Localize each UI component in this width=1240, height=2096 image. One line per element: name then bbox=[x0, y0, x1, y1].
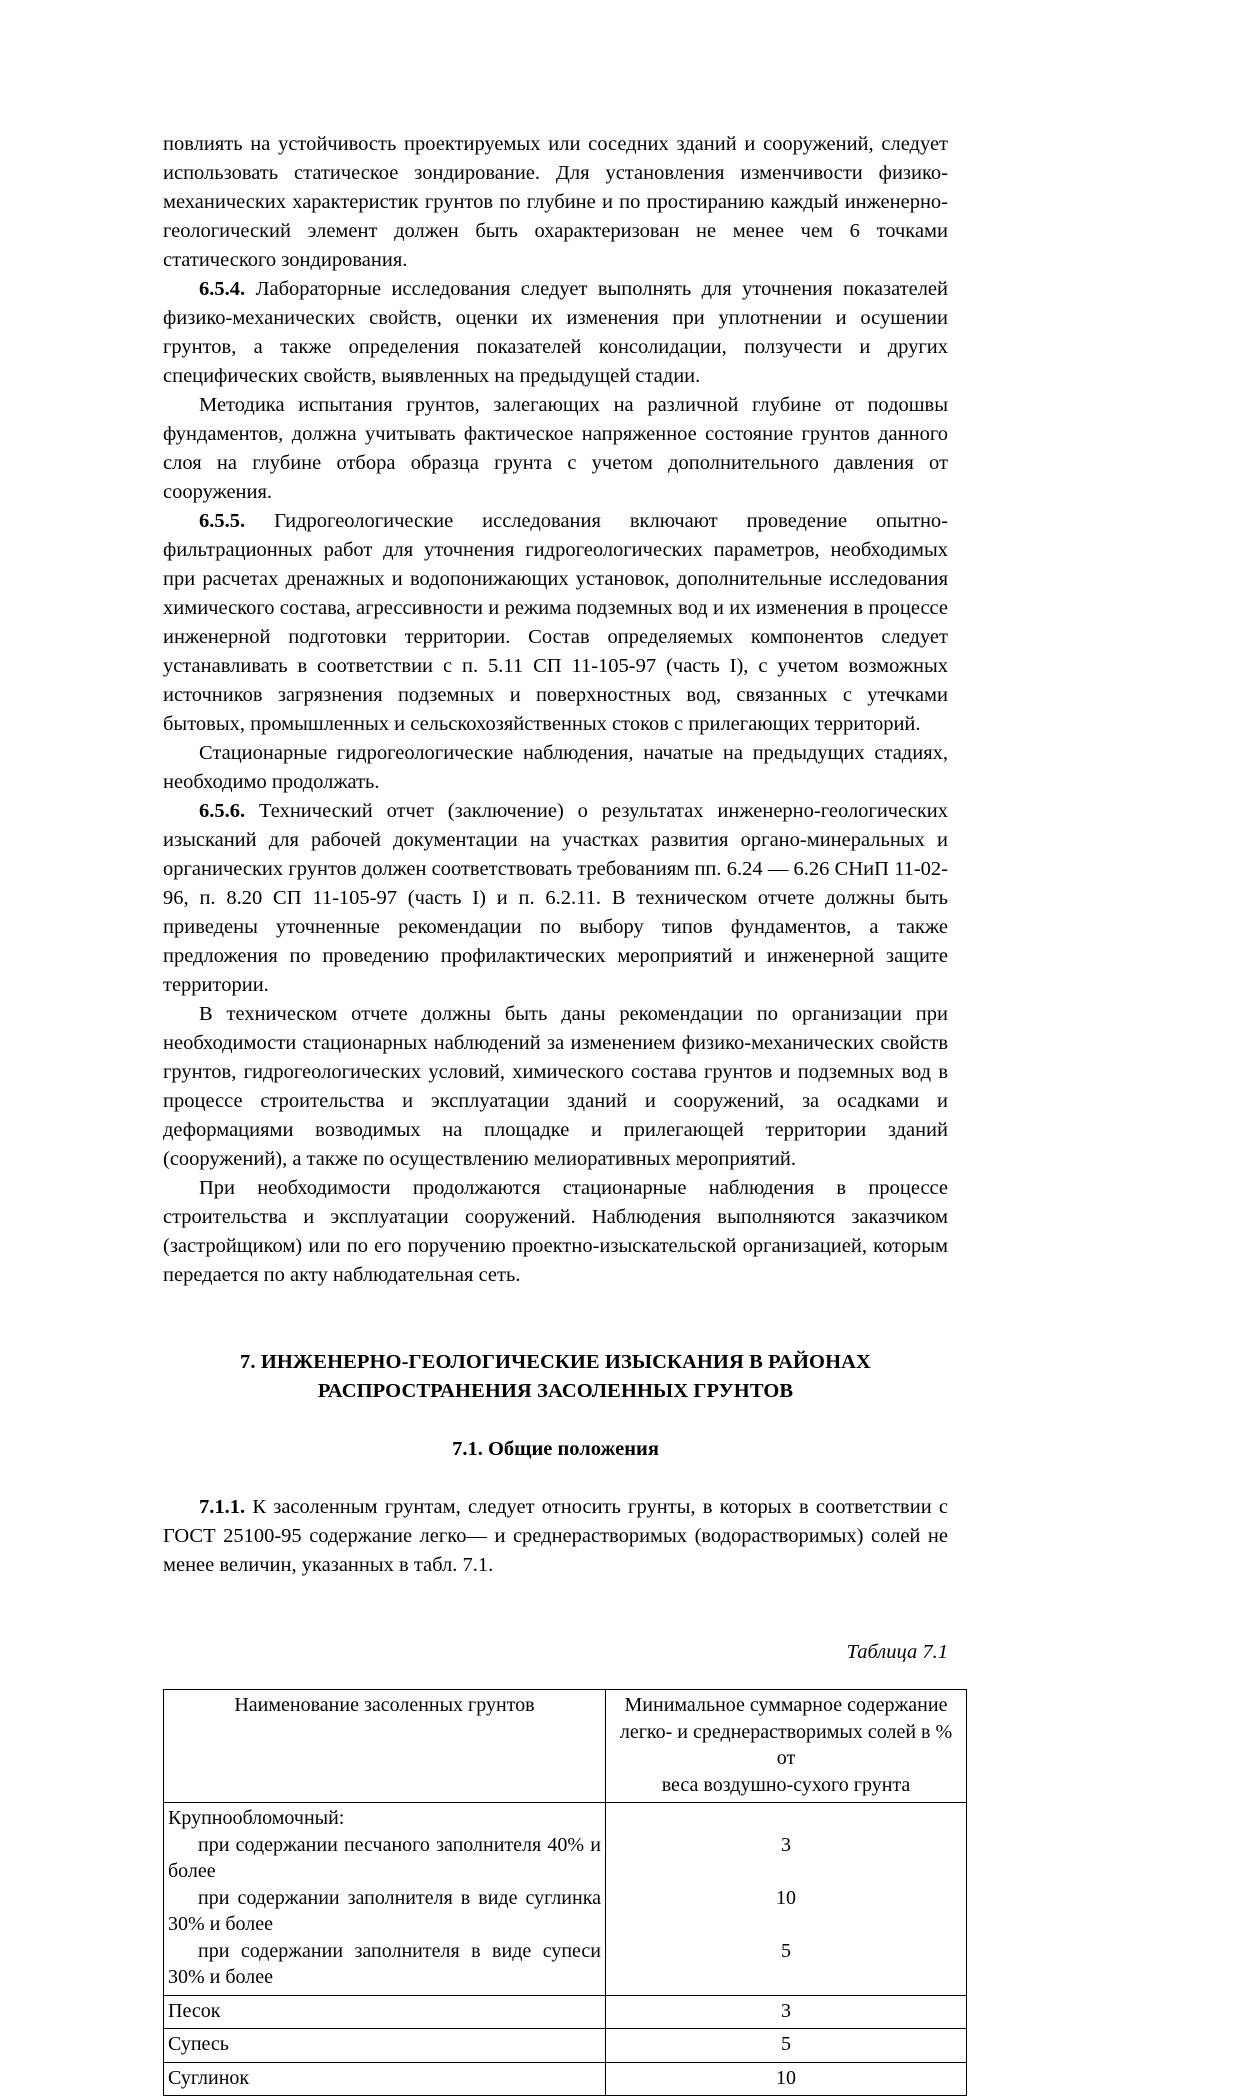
table-cell-value-supes: 5 bbox=[606, 2029, 967, 2063]
table-cell-name-pesok: Песок bbox=[164, 1995, 606, 2029]
salinized-soils-table bbox=[163, 1689, 967, 2096]
table-row bbox=[164, 2029, 967, 2063]
paragraph-stacionarnye-nablyudeniya: Стационарные гидрогеологические наблюдения, начатые на предыдущих стадиях, необходимо продолжать. bbox=[163, 742, 948, 793]
table-header-line-3: веса воздушно-сухого грунта bbox=[661, 1773, 911, 1796]
table-row bbox=[164, 1995, 967, 2029]
table-row bbox=[164, 1803, 967, 1996]
table-header-line-1: Минимальное суммарное содержание bbox=[624, 1694, 948, 1716]
table-cell-value-suglinok: 10 bbox=[606, 2062, 967, 2096]
group-label-krupnooblomochny: Крупнообломочный: bbox=[168, 1807, 345, 1829]
paragraph-number-6-5-4: 6.5.4. bbox=[199, 278, 246, 300]
paragraph-text-6-5-4: Лабораторные исследования следует выполнять для уточнения показателей физико-механических свойств, оценки их изменения при уплотнении и осушении грунтов, а также определения показателей консолидации, ползучести и других специфических свойств, выявленных на предыдущей стадии. bbox=[163, 278, 949, 387]
subsection-heading-7-1: 7.1. Общие положения bbox=[452, 1438, 659, 1460]
table-caption: Таблица 7.1 bbox=[846, 1641, 948, 1663]
paragraph-metodika: Методика испытания грунтов, залегающих на различной глубине от подошвы фундаментов, должна учитывать фактическое напряженное состояние грунтов данного слоя на глубине отбора образца грунта с учетом дополнительного давления от сооружения. bbox=[163, 394, 948, 503]
spacer-after-section-heading bbox=[163, 1406, 948, 1435]
spacer-before-table-caption bbox=[163, 1580, 948, 1638]
value-suglinok-zapolnitel: 10 bbox=[776, 1886, 796, 1909]
paragraph-text-6-5-6: Технический отчет (заключение) о результатах инженерно-геологических изысканий для рабочей документации на участках развития органо-минеральных и органических грунтов должен соответствовать требованиям пп. 6.24 — 6.26 СНиП 11-02-96, п. 8.20 СП 11-105-97 (часть I) и п. 6.2.11. В техническом отчете должны быть приведены уточненные рекомендации по выбору типов фундаментов, а также предложения по проведению профилактических мероприятий и инженерной защите территории. bbox=[163, 800, 949, 996]
section-heading-line-2: РАСПРОСТРАНЕНИЯ ЗАСОЛЕННЫХ ГРУНТОВ bbox=[317, 1380, 794, 1402]
paragraph-6-5-5 bbox=[163, 507, 948, 739]
sub-item-suglinok-zapolnitel: при содержании заполнителя в виде суглинка 30% и более bbox=[168, 1886, 601, 1935]
paragraph-text-6-5-5: Гидрогеологические исследования включают проведение опытно-фильтрационных работ для уточнения гидрогеологических параметров, необходимых при расчетах дренажных и водопонижающих установок, дополнительные исследования химического состава, агрессивности и режима подземных вод и их изменения в процессе инженерной подготовки территории. Состав определяемых компонентов следует устанавливать в соответствии с п. 5.11 СП 11-105-97 (часть I), с учетом возможных источников загрязнения подземных и поверхностных вод, связанных с утечками бытовых, промышленных и сельскохозяйственных стоков с прилегающих территорий. bbox=[163, 510, 949, 735]
paragraph-number-6-5-6: 6.5.6. bbox=[199, 800, 246, 822]
table-header-cell-soil-name: Наименование засоленных грунтов bbox=[164, 1690, 606, 1803]
paragraph-tehnicheskiy-otchet: В техническом отчете должны быть даны рекомендации по организации при необходимости стационарных наблюдений за изменением физико-механических свойств грунтов, гидрогеологических условий, химического состава грунтов и подземных вод в процессе строительства и эксплуатации зданий и сооружений, за осадками и деформациями возводимых на площадке и прилегающей территории зданий (сооружений), а также по осуществлению мелиоративных мероприятий. bbox=[163, 1003, 948, 1170]
paragraph-number-6-5-5: 6.5.5. bbox=[199, 510, 246, 532]
paragraph-pri-neobhodimosti: При необходимости продолжаются стационарные наблюдения в процессе строительства и эксплуатации сооружений. Наблюдения выполняются заказчиком (застройщиком) или по его поручению проектно-изыскательской организацией, которым передается по акту наблюдательная сеть. bbox=[163, 1177, 948, 1286]
paragraph-6-5-6 bbox=[163, 797, 948, 1000]
table-header-cell-min-salt-content bbox=[606, 1690, 967, 1803]
paragraph-intro-continuation: повлиять на устойчивость проектируемых или соседних зданий и сооружений, следует использовать статическое зондирование. Для установления изменчивости физико-механических характеристик грунтов по глубине и по простиранию каждый инженерно-геологический элемент должен быть охарактеризован не менее чем 6 точками статического зондирования. bbox=[163, 133, 948, 271]
paragraph-number-7-1-1: 7.1.1. bbox=[199, 1496, 246, 1518]
paragraph-6-5-4 bbox=[163, 275, 948, 391]
spacer-after-subsection-heading bbox=[163, 1464, 948, 1493]
value-peschany-zapolnitel: 3 bbox=[781, 1833, 791, 1856]
paragraph-7-1-1 bbox=[163, 1493, 948, 1580]
table-header-line-2: легко- и среднерастворимых солей в % от bbox=[619, 1720, 953, 1769]
section-heading-7 bbox=[163, 1348, 948, 1406]
paragraph-text-7-1-1: К засоленным грунтам, следует относить грунты, в которых в соответствии с ГОСТ 25100-95 содержание легко— и среднерастворимых (водорастворимых) солей не менее величин, указанных в табл. 7.1. bbox=[163, 1496, 948, 1576]
table-cell-krupnooblomochny-values bbox=[606, 1803, 967, 1996]
table-cell-krupnooblomochny-names bbox=[164, 1803, 606, 1996]
table-cell-name-suglinok: Суглинок bbox=[164, 2062, 606, 2096]
table-row bbox=[164, 2062, 967, 2096]
value-supes-zapolnitel: 5 bbox=[781, 1939, 791, 1962]
section-heading-line-1: 7. ИНЖЕНЕРНО-ГЕОЛОГИЧЕСКИЕ ИЗЫСКАНИЯ В РАЙОНАХ bbox=[240, 1351, 871, 1373]
page-body-column bbox=[163, 130, 953, 2096]
table-cell-value-pesok: 3 bbox=[606, 1995, 967, 2029]
table-cell-name-supes: Супесь bbox=[164, 2029, 606, 2063]
table-header-row bbox=[164, 1690, 967, 1803]
spacer-before-section-heading bbox=[163, 1290, 948, 1348]
sub-item-supes-zapolnitel: при содержании заполнителя в виде супеси 30% и более bbox=[168, 1939, 601, 1988]
sub-item-peschany-zapolnitel: при содержании песчаного заполнителя 40% и более bbox=[168, 1833, 601, 1882]
